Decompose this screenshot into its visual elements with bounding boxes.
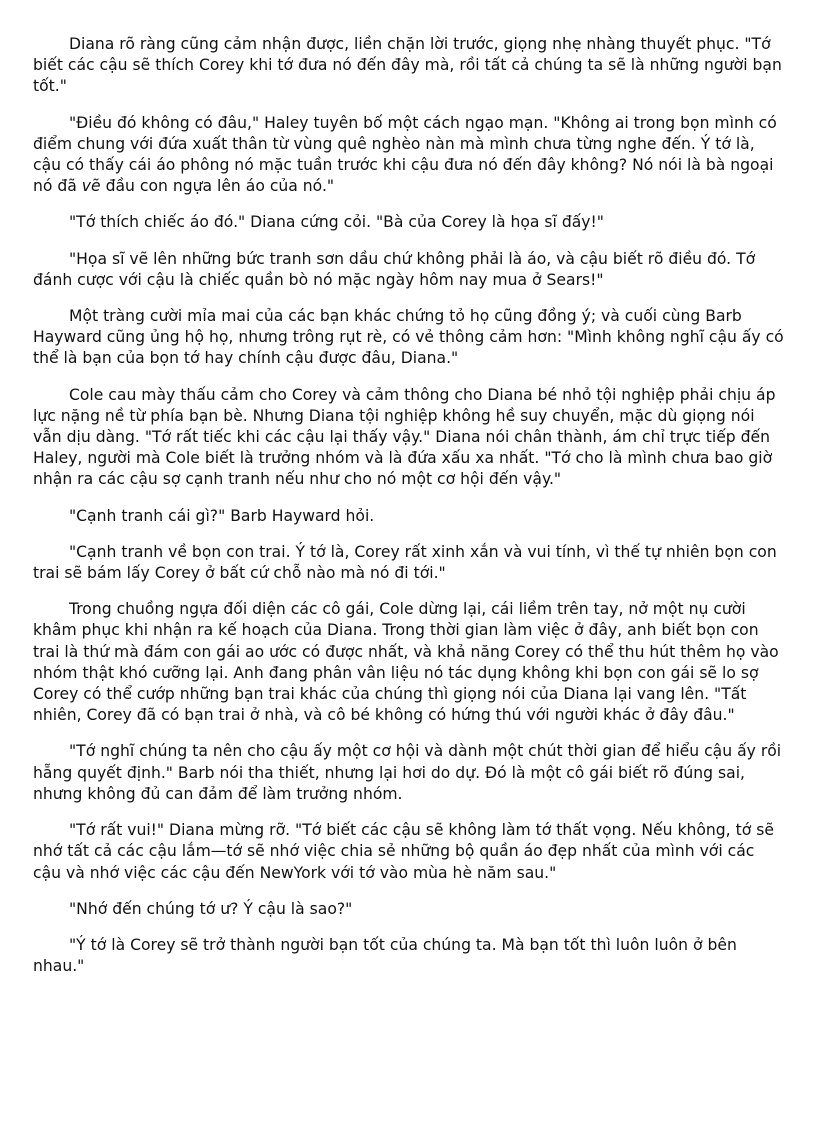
paragraph-3-text: "Tớ thích chiếc áo đó." Diana cứng cỏi. "Bà của Corey là họa sĩ đấy!" <box>69 213 604 232</box>
paragraph-1 <box>33 34 785 98</box>
paragraph-4 <box>33 249 785 291</box>
paragraph-11 <box>33 820 785 884</box>
paragraph-12 <box>33 899 785 920</box>
paragraph-2 <box>33 113 785 198</box>
paragraph-8-text: "Cạnh tranh về bọn con trai. Ý tớ là, Corey rất xinh xắn và vui tính, vì thế tự nhiên bọn con trai sẽ bám lấy Corey ở bất cứ chỗ nào mà nó đi tới." <box>33 542 777 583</box>
paragraph-8 <box>33 542 785 584</box>
paragraph-5 <box>33 306 785 370</box>
paragraph-13-text: "Ý tớ là Corey sẽ trở thành người bạn tốt của chúng ta. Mà bạn tốt thì luôn luôn ở bên nhau." <box>33 935 737 976</box>
paragraph-10-text: "Tớ nghĩ chúng ta nên cho cậu ấy một cơ hội và dành một chút thời gian để hiểu cậu ấy rồi hẵng quyết định." Barb nói tha thiết, nhưng lại hơi do dự. Đó là một cô gái biết rõ đúng sai, nhưng không đủ can đảm để làm trưởng nhóm. <box>33 742 782 803</box>
paragraph-4-text: "Họa sĩ vẽ lên những bức tranh sơn dầu chứ không phải là áo, và cậu biết rõ điều đó. Tớ đánh cược với cậu là chiếc quần bò nó mặc ngày hôm nay mua ở Sears!" <box>33 249 756 289</box>
paragraph-9 <box>33 599 785 726</box>
paragraph-10 <box>33 741 785 805</box>
paragraph-7 <box>33 506 785 527</box>
paragraph-9-text: Trong chuồng ngựa đối diện các cô gái, Cole dừng lại, cái liềm trên tay, nở một nụ cười khâm phục khi nhận ra kế hoạch của Diana. Trong thời gian làm việc ở đây, anh biết bọn con trai là thứ mà đám con gái ao ước có được nhất, và khả năng Corey có thể thu hút thêm họ vào nhóm thật khó cưỡng lại. Anh đang phân vân liệu nó tác dụng không khi bọn con gái sẽ lo sợ Corey có thể cướp những bạn trai khác của chúng thì giọng nói của Diana lại vang lên. "Tất nhiên, Corey đã có bạn trai ở nhà, và cô bé không có hứng thú với người khác ở đây đâu." <box>33 600 779 725</box>
paragraph-6-text: Cole cau mày thấu cảm cho Corey và cảm thông cho Diana bé nhỏ tội nghiệp phải chịu áp lực nặng nề từ phía bạn bè. Nhưng Diana tội nghiệp không hề suy chuyển, mặc dù giọng nói vẫn dịu dàng. "Tớ rất tiếc khi các cậu lại thấy vậy." Diana nói chân thành, ám chỉ trực tiếp đến Haley, người mà Cole biết là trưởng nhóm và là đứa xấu xa nhất. "Tớ cho là mình chưa bao giờ nhận ra các cậu sợ cạnh tranh nếu như cho nó một cơ hội đến vậy." <box>33 385 776 489</box>
paragraph-7-text: "Cạnh tranh cái gì?" Barb Hayward hỏi. <box>69 506 375 525</box>
paragraph-13 <box>33 935 785 977</box>
paragraph-6 <box>33 385 785 491</box>
paragraph-2-text-b: đầu con ngựa lên áo của nó." <box>100 177 335 196</box>
paragraph-2-emphasis: vẽ <box>81 177 101 196</box>
paragraph-3 <box>33 212 785 233</box>
paragraph-2-text-a: "Điều đó không có đâu," Haley tuyên bố một cách ngạo mạn. "Không ai trong bọn mình có điểm chung với đứa xuất thân từ vùng quê nghèo nàn mà mình chưa từng nghe đến. Ý tớ là, cậu có thấy cái áo phông nó mặc tuần trước khi cậu đưa nó đến đây không? Nó nói là bà ngoại nó đã <box>33 113 777 196</box>
paragraph-11-text: "Tớ rất vui!" Diana mừng rỡ. "Tớ biết các cậu sẽ không làm tớ thất vọng. Nếu không, tớ sẽ nhớ tất cả các cậu lắm—tớ sẽ nhớ việc chia sẻ những bộ quần áo đẹp nhất của mình với các cậu và nhớ việc các cậu đến NewYork với tớ vào mùa hè năm sau." <box>33 821 774 882</box>
paragraph-5-text: Một tràng cười mỉa mai của các bạn khác chứng tỏ họ cũng đồng ý; và cuối cùng Barb Hayward cũng ủng hộ họ, nhưng trông rụt rè, có vẻ thông cảm hơn: "Mình không nghĩ cậu ấy có thể là bạn của bọn tớ hay chính cậu được đâu, Diana." <box>33 307 784 368</box>
paragraph-1-text: Diana rõ ràng cũng cảm nhận được, liền chặn lời trước, giọng nhẹ nhàng thuyết phục. "Tớ biết các cậu sẽ thích Corey khi tớ đưa nó đến đây mà, rồi tất cả chúng ta sẽ là những người bạn tốt." <box>33 35 782 96</box>
document-page <box>33 34 785 992</box>
paragraph-12-text: "Nhớ đến chúng tớ ư? Ý cậu là sao?" <box>69 899 353 918</box>
